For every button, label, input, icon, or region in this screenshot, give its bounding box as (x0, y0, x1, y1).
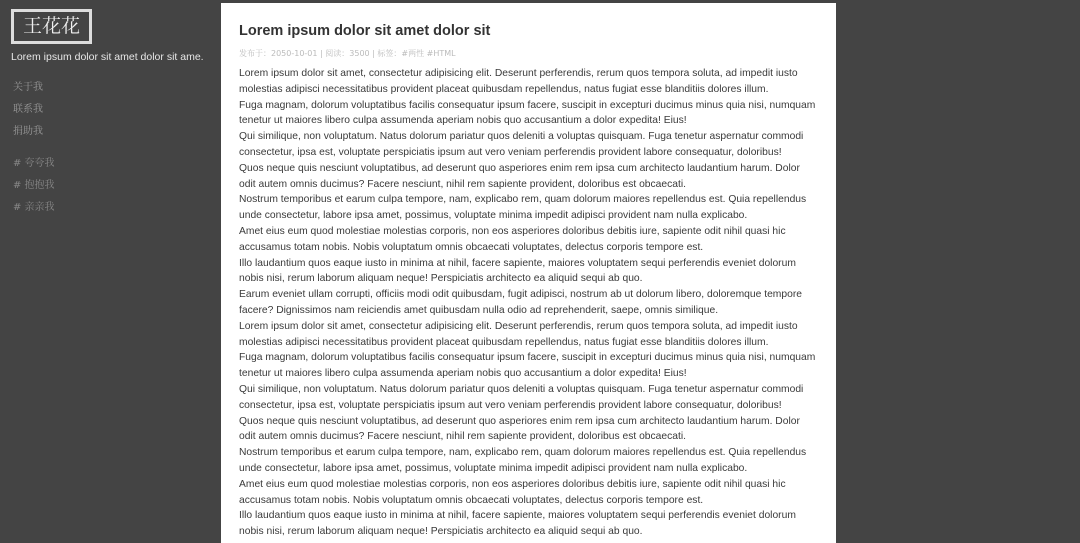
article-meta: 发布于：2050-10-01 | 阅读：3500 | 标签：#两性 #HTML (239, 49, 456, 58)
article-content (239, 66, 818, 540)
nav-donate[interactable]: 捐助我 (13, 126, 43, 137)
nav-contact[interactable]: 联系我 (13, 104, 43, 115)
nav-about[interactable]: 关于我 (13, 82, 43, 93)
article-paragraph: Fuga magnam, dolorum voluptatibus facilis consequatur ipsum facere, suscipit in excepturi ducimus minus quia nisi, numquam tenetur ut maiores libero culpa assumenda aperiam nobis quo accusantium a dolor expedita! Eius! (239, 352, 816, 380)
tag-link[interactable]: # 夸夸我 (13, 158, 55, 169)
article-paragraph: Lorem ipsum dolor sit amet, consectetur adipisicing elit. Deserunt perferendis, rerum quos tempora soluta, ad impedit iusto molestias adipisci necessitatibus provident placeat quibusdam repellendus, natus fugiat esse blanditiis dolores illum. (239, 68, 798, 95)
article-paragraph: Illo laudantium quos eaque iusto in minima at nihil, facere sapiente, maiores voluptatem sequi perferendis eveniet dolorum nobis nisi, rerum laborum aliquam neque! Perspiciatis architecto ea aliquid sequi ab quo. (239, 257, 796, 285)
sidebar-nav (13, 80, 43, 146)
site-tagline: Lorem ipsum dolor sit amet dolor sit ame. (11, 51, 204, 63)
tag-link[interactable]: # 亲亲我 (13, 202, 55, 213)
site-logo[interactable]: 王花花 (11, 9, 92, 44)
tag-link[interactable]: # 抱抱我 (13, 180, 55, 191)
article-title: Lorem ipsum dolor sit amet dolor sit (239, 23, 491, 39)
sidebar (0, 0, 221, 540)
article-paragraph: Quos neque quis nesciunt voluptatibus, ad deserunt quo asperiores enim rem ipsa cum architecto laudantium harum. Dolor odit autem omnis ducimus? Facere nesciunt, nihil rem sapiente provident, doloribus est obcaecati. (239, 415, 800, 443)
article-paragraph: Nostrum temporibus et earum culpa tempore, nam, explicabo rem, quam dolorum maiores repellendus est. Quia repellendus unde consectetur, labore ipsa amet, possimus, voluptate minima impedit adipisci provident nam nulla explicabo. (239, 447, 807, 474)
article-paragraph: Fuga magnam, dolorum voluptatibus facilis consequatur ipsum facere, suscipit in excepturi ducimus minus quia nisi, numquam tenetur ut maiores libero culpa assumenda aperiam nobis quo accusantium a dolor expedita! Eius! (239, 99, 816, 127)
article-paragraph: Earum eveniet ullam corrupti, officiis modi odit quibusdam, fugit adipisci, nostrum ab ut dolorum libero, doloremque tempore facere? Dignissimos nam reiciendis amet quibusdam nulla odio ad reprehenderit, saepe, omnis similique. (239, 289, 802, 316)
article-paragraph: Quos neque quis nesciunt voluptatibus, ad deserunt quo asperiores enim rem ipsa cum architecto laudantium harum. Dolor odit autem omnis ducimus? Facere nesciunt, nihil rem sapiente provident, doloribus est obcaecati. (239, 162, 800, 190)
article (221, 3, 836, 543)
article-paragraph: Amet eius eum quod molestiae molestias corporis, non eos asperiores doloribus debitis iure, sapiente odit nihil quasi hic accusamus totam nobis. Nobis voluptatum omnis obcaecati voluptates, delectus corporis tempore est. (239, 478, 786, 506)
article-paragraph: Illo laudantium quos eaque iusto in minima at nihil, facere sapiente, maiores voluptatem sequi perferendis eveniet dolorum nobis nisi, rerum laborum aliquam neque! Perspiciatis architecto ea aliquid sequi ab quo. (239, 510, 796, 538)
article-paragraph: Lorem ipsum dolor sit amet, consectetur adipisicing elit. Deserunt perferendis, rerum quos tempora soluta, ad impedit iusto molestias adipisci necessitatibus provident placeat quibusdam repellendus, natus fugiat esse blanditiis dolores illum. (239, 320, 798, 348)
article-paragraph: Nostrum temporibus et earum culpa tempore, nam, explicabo rem, quam dolorum maiores repellendus est. Quia repellendus unde consectetur, labore ipsa amet, possimus, voluptate minima impedit adipisci provident nam nulla explicabo. (239, 194, 807, 222)
article-paragraph: Qui similique, non voluptatum. Natus dolorum pariatur quos deleniti a voluptas quisquam. Fuga tenetur aspernatur commodi consectetur, ipsa est, voluptate perspiciatis ipsum aut vero veniam perferendis provident labore consequatur, doloribus! (239, 383, 804, 411)
article-paragraph: Qui similique, non voluptatum. Natus dolorum pariatur quos deleniti a voluptas quisquam. Fuga tenetur aspernatur commodi consectetur, ipsa est, voluptate perspiciatis ipsum aut vero veniam perferendis provident labore consequatur, doloribus! (239, 131, 804, 158)
sidebar-tags (13, 156, 55, 222)
article-paragraph: Amet eius eum quod molestiae molestias corporis, non eos asperiores doloribus debitis iure, sapiente odit nihil quasi hic accusamus totam nobis. Nobis voluptatum omnis obcaecati voluptates, delectus corporis tempore est. (239, 225, 786, 253)
